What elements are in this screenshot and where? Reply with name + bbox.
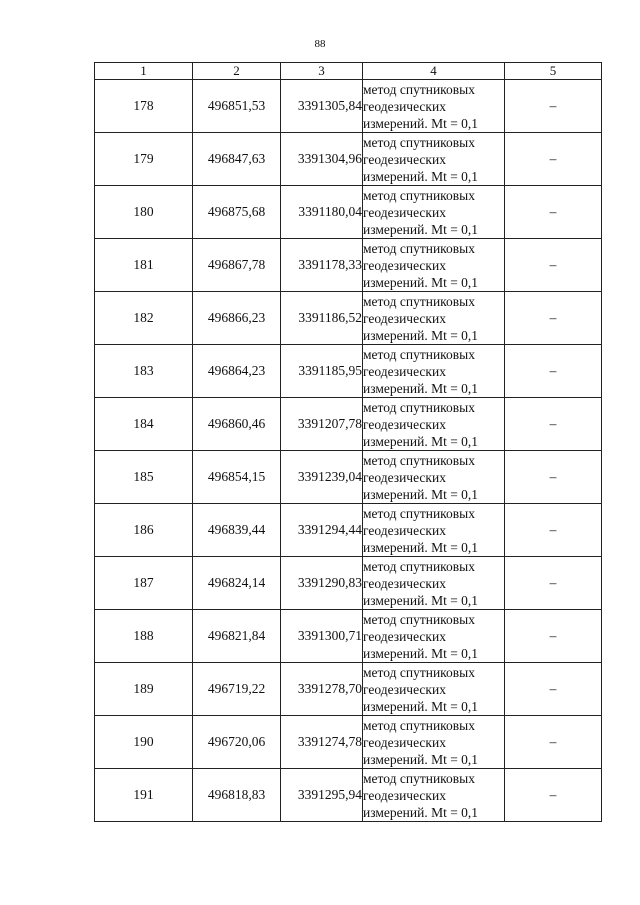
x-coordinate-cell: 496875,68 [193, 186, 281, 239]
y-coordinate-cell: 3391185,95 [281, 345, 363, 398]
y-coordinate-cell: 3391186,52 [281, 292, 363, 345]
column-5-cell: – [505, 292, 602, 345]
column-5-cell: – [505, 769, 602, 822]
y-coordinate-cell: 3391290,83 [281, 557, 363, 610]
table-row [95, 186, 602, 239]
table-row [95, 663, 602, 716]
table-row [95, 610, 602, 663]
method-line: метод спутниковых [363, 134, 475, 150]
column-5-cell: – [505, 345, 602, 398]
method-cell [363, 610, 505, 663]
point-number-cell: 180 [95, 186, 193, 239]
method-cell [363, 80, 505, 133]
y-coordinate-cell: 3391178,33 [281, 239, 363, 292]
method-line: геодезических [363, 628, 446, 644]
point-number-cell: 184 [95, 398, 193, 451]
method-line: метод спутниковых [363, 770, 475, 786]
x-coordinate-cell: 496821,84 [193, 610, 281, 663]
point-number-cell: 186 [95, 504, 193, 557]
column-5-cell: – [505, 557, 602, 610]
method-cell [363, 769, 505, 822]
table-row [95, 398, 602, 451]
method-line: метод спутниковых [363, 717, 475, 733]
point-number-cell: 182 [95, 292, 193, 345]
method-cell [363, 186, 505, 239]
y-coordinate-cell: 3391304,96 [281, 133, 363, 186]
method-line: геодезических [363, 98, 446, 114]
x-coordinate-cell: 496851,53 [193, 80, 281, 133]
x-coordinate-cell: 496824,14 [193, 557, 281, 610]
method-line: геодезических [363, 416, 446, 432]
method-cell [363, 557, 505, 610]
method-line: измерений. Mt = 0,1 [363, 645, 479, 661]
method-cell [363, 239, 505, 292]
x-coordinate-cell: 496847,63 [193, 133, 281, 186]
method-cell [363, 292, 505, 345]
method-line: измерений. Mt = 0,1 [363, 168, 479, 184]
y-coordinate-cell: 3391207,78 [281, 398, 363, 451]
point-number-cell: 190 [95, 716, 193, 769]
column-header-1: 1 [95, 63, 193, 80]
method-line: геодезических [363, 575, 446, 591]
table-row [95, 769, 602, 822]
method-cell [363, 398, 505, 451]
point-number-cell: 178 [95, 80, 193, 133]
point-number-cell: 188 [95, 610, 193, 663]
method-line: измерений. Mt = 0,1 [363, 433, 479, 449]
x-coordinate-cell: 496854,15 [193, 451, 281, 504]
column-5-cell: – [505, 133, 602, 186]
y-coordinate-cell: 3391278,70 [281, 663, 363, 716]
method-line: геодезических [363, 522, 446, 538]
x-coordinate-cell: 496860,46 [193, 398, 281, 451]
coordinates-table [94, 62, 602, 822]
column-header-5: 5 [505, 63, 602, 80]
method-line: измерений. Mt = 0,1 [363, 592, 479, 608]
method-line: измерений. Mt = 0,1 [363, 380, 479, 396]
y-coordinate-cell: 3391305,84 [281, 80, 363, 133]
header-row [95, 63, 602, 80]
method-line: измерений. Mt = 0,1 [363, 698, 479, 714]
method-cell [363, 716, 505, 769]
method-line: метод спутниковых [363, 187, 475, 203]
x-coordinate-cell: 496839,44 [193, 504, 281, 557]
y-coordinate-cell: 3391180,04 [281, 186, 363, 239]
column-5-cell: – [505, 80, 602, 133]
column-5-cell: – [505, 451, 602, 504]
method-line: измерений. Mt = 0,1 [363, 751, 479, 767]
point-number-cell: 179 [95, 133, 193, 186]
method-line: геодезических [363, 787, 446, 803]
method-cell [363, 504, 505, 557]
method-line: измерений. Mt = 0,1 [363, 115, 479, 131]
point-number-cell: 191 [95, 769, 193, 822]
column-5-cell: – [505, 504, 602, 557]
method-line: измерений. Mt = 0,1 [363, 539, 479, 555]
table-row [95, 133, 602, 186]
table-header [95, 63, 602, 80]
method-line: метод спутниковых [363, 664, 475, 680]
method-line: измерений. Mt = 0,1 [363, 327, 479, 343]
y-coordinate-cell: 3391295,94 [281, 769, 363, 822]
method-line: геодезических [363, 363, 446, 379]
method-line: метод спутниковых [363, 399, 475, 415]
table-row [95, 292, 602, 345]
y-coordinate-cell: 3391239,04 [281, 451, 363, 504]
column-5-cell: – [505, 610, 602, 663]
method-cell [363, 345, 505, 398]
column-header-2: 2 [193, 63, 281, 80]
method-line: метод спутниковых [363, 452, 475, 468]
method-line: геодезических [363, 734, 446, 750]
y-coordinate-cell: 3391294,44 [281, 504, 363, 557]
table-row [95, 716, 602, 769]
point-number-cell: 189 [95, 663, 193, 716]
x-coordinate-cell: 496720,06 [193, 716, 281, 769]
column-5-cell: – [505, 716, 602, 769]
table-row [95, 451, 602, 504]
method-cell [363, 133, 505, 186]
x-coordinate-cell: 496866,23 [193, 292, 281, 345]
method-line: метод спутниковых [363, 81, 475, 97]
point-number-cell: 187 [95, 557, 193, 610]
point-number-cell: 183 [95, 345, 193, 398]
method-line: метод спутниковых [363, 558, 475, 574]
method-line: геодезических [363, 310, 446, 326]
column-5-cell: – [505, 398, 602, 451]
y-coordinate-cell: 3391274,78 [281, 716, 363, 769]
method-cell [363, 451, 505, 504]
column-5-cell: – [505, 186, 602, 239]
method-line: геодезических [363, 681, 446, 697]
method-cell [363, 663, 505, 716]
column-5-cell: – [505, 239, 602, 292]
column-header-3: 3 [281, 63, 363, 80]
table-row [95, 557, 602, 610]
method-line: геодезических [363, 469, 446, 485]
table-body [95, 80, 602, 822]
column-header-4: 4 [363, 63, 505, 80]
method-line: метод спутниковых [363, 293, 475, 309]
method-line: метод спутниковых [363, 505, 475, 521]
x-coordinate-cell: 496719,22 [193, 663, 281, 716]
method-line: измерений. Mt = 0,1 [363, 804, 479, 820]
x-coordinate-cell: 496864,23 [193, 345, 281, 398]
table-row [95, 345, 602, 398]
x-coordinate-cell: 496818,83 [193, 769, 281, 822]
table-row [95, 80, 602, 133]
method-line: геодезических [363, 257, 446, 273]
point-number-cell: 185 [95, 451, 193, 504]
method-line: метод спутниковых [363, 346, 475, 362]
y-coordinate-cell: 3391300,71 [281, 610, 363, 663]
method-line: измерений. Mt = 0,1 [363, 274, 479, 290]
page-number: 88 [314, 38, 326, 50]
method-line: геодезических [363, 151, 446, 167]
method-line: измерений. Mt = 0,1 [363, 486, 479, 502]
table-row [95, 504, 602, 557]
table-row [95, 239, 602, 292]
method-line: измерений. Mt = 0,1 [363, 221, 479, 237]
method-line: метод спутниковых [363, 240, 475, 256]
method-line: метод спутниковых [363, 611, 475, 627]
x-coordinate-cell: 496867,78 [193, 239, 281, 292]
column-5-cell: – [505, 663, 602, 716]
method-line: геодезических [363, 204, 446, 220]
point-number-cell: 181 [95, 239, 193, 292]
